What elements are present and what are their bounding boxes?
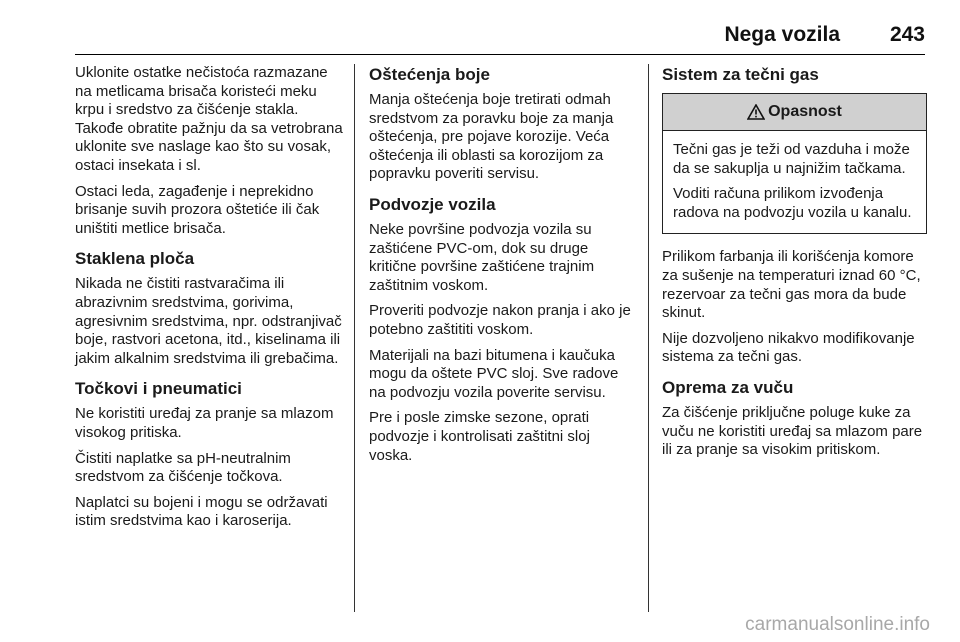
column-3: [662, 64, 927, 467]
section-heading: Staklena ploča: [75, 249, 195, 269]
page-header: [75, 20, 925, 55]
page-title: Nega vozila: [724, 23, 840, 46]
paragraph: Za čišćenje priključne poluge kuke za vuču ne koristiti uređaj sa mlazom pare ili za pranje sa visokim pritiskom.: [662, 403, 923, 459]
paragraph: Ostaci leda, zagađenje i neprekidno brisanje suvih prozora oštetiće ili čak uništiti metlice brisača.: [75, 182, 320, 237]
danger-title: Opasnost: [768, 102, 842, 120]
paragraph: Pre i posle zimske sezone, oprati podvozje i kontrolisati zaštitni sloj voska.: [369, 409, 590, 464]
section-heading: Podvozje vozila: [369, 194, 496, 214]
paragraph: Čistiti naplatke sa pH-neutralnim sredstvom za čišćenje točkova.: [75, 449, 291, 486]
paragraph: Neke površine podvozja vozila su zaštićene PVC-om, dok su druge kritične površine zaštićene trajnim zaštitnim voskom.: [369, 220, 595, 294]
section-heading: Sistem za tečni gas: [662, 65, 819, 84]
paragraph: Voditi računa prilikom izvođenja radova na podvozju vozila u kanalu.: [673, 185, 912, 221]
danger-body: [663, 131, 926, 233]
section-heading: Oštećenja boje: [369, 65, 490, 84]
danger-box: [662, 93, 927, 234]
paragraph: Naplatci su bojeni i mogu se održavati istim sredstvima kao i karoserija.: [75, 493, 328, 530]
paragraph: Tečni gas je teži od vazduha i može da se sakuplja u najnižim tačkama.: [673, 141, 910, 177]
paragraph: Nikada ne čistiti rastvaračima ili abrazivnim sredstvima, gorivima, agresivnim sredstvima, npr. odstranjivač boje, rastvori acetona, itd., kiselinama ili jakim alkalnim sredstvima ili grebačima.: [75, 275, 342, 367]
column-divider: [354, 64, 355, 612]
paragraph: Materijali na bazi bitumena i kaučuka mogu da oštete PVC sloj. Sve radove na podvozju vozila poverite servisu.: [369, 346, 619, 401]
danger-header: [663, 94, 926, 131]
paragraph: Ne koristiti uređaj za pranje sa mlazom visokog pritiska.: [75, 405, 334, 441]
column-divider: [648, 64, 649, 612]
paragraph: Nije dozvoljeno nikakvo modifikovanje sistema za tečni gas.: [662, 329, 915, 366]
page-number: 243: [889, 23, 925, 46]
section-heading: Točkovi i pneumatici: [75, 379, 242, 399]
warning-triangle-icon: [747, 104, 765, 120]
paragraph: Proveriti podvozje nakon pranja i ako je potebno zaštititi voskom.: [369, 302, 631, 338]
column-2: [369, 64, 634, 472]
paragraph: Manja oštećenja boje tretirati odmah sredstvom za poravku boje za manja oštećenja, pre pojave korozije. Veća oštećenja ili oblasti sa korozijom za popravku poveriti servisu.: [369, 91, 614, 183]
section-heading: Oprema za vuču: [662, 377, 794, 397]
paragraph: Uklonite ostatke nečistoća razmazane na metlicama brisača koristeći meku krpu i sredstvo za čišćenje stakla. Takođe obratite pažnju da sa vetrobrana uklonite sve naslage kao što su vosak, ostaci insekata i sl.: [75, 64, 343, 174]
watermark: carmanualsonline.info: [745, 614, 930, 635]
column-1: [75, 64, 345, 538]
paragraph: Prilikom farbanja ili korišćenja komore za sušenje na temperaturi iznad 60 °C, rezervoar za tečni gas mora da bude skinut.: [662, 248, 921, 322]
